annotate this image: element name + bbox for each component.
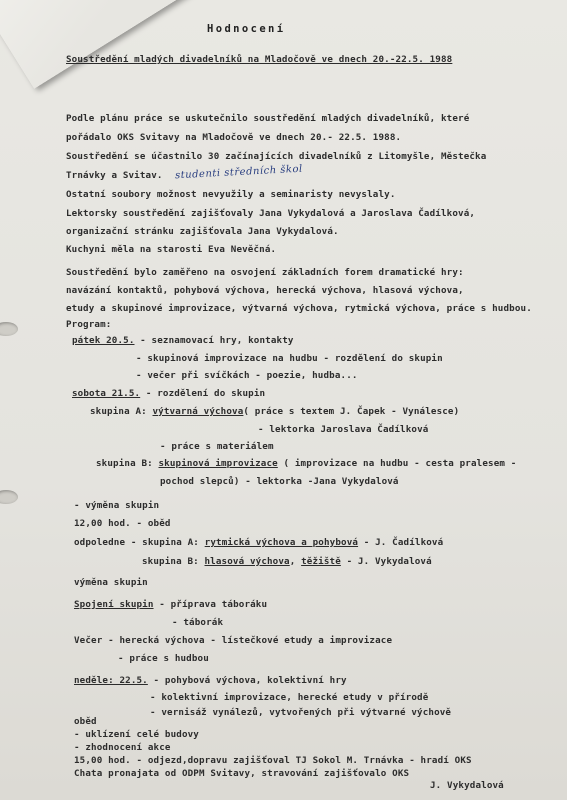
- sunday-item: - vernisáž vynálezů, vytvořených při výtvarné výchově: [150, 707, 452, 718]
- intro-line: Podle plánu práce se uskutečnilo soustředění mladých divadelníků, které: [66, 113, 470, 124]
- intro-line: Ostatní soubory možnost nevyužily a seminaristy nevyslaly.: [66, 189, 396, 200]
- punch-hole: [0, 490, 18, 504]
- group-b-prefix: skupina B:: [96, 458, 159, 469]
- afternoon-b-subject2: těžiště: [301, 556, 341, 567]
- swap-groups-2: výměna skupin: [74, 577, 148, 588]
- saturday-item: - rozdělení do skupin: [140, 388, 266, 399]
- departure-row: 15,00 hod. - odjezd,dopravu zajišťoval TJ Sokol M. Trnávka - hradí OKS: [74, 755, 472, 766]
- afternoon-b-subject: hlasová výchova: [204, 556, 290, 567]
- signature: J. Vykydalová: [430, 780, 504, 791]
- sunday-day: neděle: 22.5.: [74, 675, 148, 686]
- joint-prefix: Spojení skupin: [74, 599, 154, 610]
- afternoon-a-subject: rytmická výchova a pohybová: [204, 537, 359, 548]
- evening-row: Večer - herecká výchova - lístečkové etudy a improvizace: [74, 635, 393, 646]
- campfire-row: - táborák: [172, 617, 224, 628]
- group-b-rest: ( improvizace na hudbu - cesta pralesem -: [277, 458, 517, 469]
- sunday-item: - kolektivní improvizace, herecké etudy v přírodě: [150, 692, 429, 703]
- cleaning-row: - uklízení celé budovy: [74, 729, 199, 740]
- friday-day: pátek 20.5.: [72, 335, 135, 346]
- afternoon-prefix: odpoledne - skupina A:: [74, 537, 205, 548]
- intro-line: pořádalo OKS Svitavy na Mladočově ve dnech 20.- 22.5. 1988.: [66, 132, 402, 143]
- afternoon-b-sep: ,: [289, 556, 302, 567]
- intro-line: Soustředění se účastnilo 30 začínajících divadelníků z Litomyšle, Městečka: [66, 151, 487, 162]
- joint-row: [74, 599, 267, 610]
- focus-line: Soustředění bylo zaměřeno na osvojení základních forem dramatické hry:: [66, 267, 464, 278]
- afternoon-a-rest: - J. Čadílková: [358, 537, 444, 548]
- afternoon-row: [74, 537, 443, 548]
- group-a-prefix: skupina A:: [90, 406, 153, 417]
- afternoon-b-prefix: skupina B:: [142, 556, 205, 567]
- saturday-row: [72, 388, 265, 399]
- group-a-material: - práce s materiálem: [160, 441, 274, 452]
- evaluation-row: - zhodnocení akce: [74, 742, 171, 753]
- friday-row: [72, 335, 294, 346]
- focus-line: etudy a skupinové improvizace, výtvarná výchova, rytmická výchova, práce s hudbou.: [66, 303, 532, 314]
- focus-line: navázání kontaktů, pohybová výchova, herecká výchova, hlasová výchova,: [66, 285, 464, 296]
- friday-item: - seznamovací hry, kontakty: [134, 335, 294, 346]
- punch-hole: [0, 322, 18, 336]
- intro-line: Trnávky a Svitav.: [66, 170, 163, 181]
- afternoon-b-row: [142, 556, 432, 567]
- document-subtitle: Soustředění mladých divadelníků na Mladočově ve dnech 20.-22.5. 1988: [66, 54, 453, 65]
- afternoon-b-rest: - J. Vykydalová: [340, 556, 432, 567]
- group-a-lector: - lektorka Jaroslava Čadílková: [258, 424, 429, 435]
- music-row: - práce s hudbou: [118, 653, 209, 664]
- group-b-cont: pochod slepců) - lektorka -Jana Vykydalová: [160, 476, 399, 487]
- document-title: Hodnocení: [207, 23, 286, 35]
- sunday-item: - pohybová výchova, kolektivní hry: [147, 675, 347, 686]
- handwritten-note: studenti středních škol: [174, 163, 303, 182]
- sunday-row: [74, 675, 347, 686]
- sunday-lunch: oběd: [74, 716, 97, 727]
- intro-line: organizační stránku zajišťovala Jana Vykydalová.: [66, 226, 339, 237]
- lunch-row: 12,00 hod. - oběd: [74, 518, 171, 529]
- folded-corner: [0, 0, 204, 89]
- intro-line: Kuchyni měla na starosti Eva Nevěčná.: [66, 244, 277, 255]
- group-b-row: [96, 458, 516, 469]
- group-b-subject: skupinová improvizace: [158, 458, 278, 469]
- group-a-subject: výtvarná výchova: [152, 406, 244, 417]
- chata-row: Chata pronajata od ODPM Svitavy, stravování zajišťovalo OKS: [74, 768, 410, 779]
- swap-groups: - výměna skupin: [74, 500, 160, 511]
- group-a-row: [90, 406, 459, 417]
- program-label: Program:: [66, 319, 112, 330]
- friday-item: - večer při svíčkách - poezie, hudba...: [136, 370, 358, 381]
- friday-item: - skupinová improvizace na hudbu - rozdělení do skupin: [136, 353, 443, 364]
- intro-line: Lektorsky soustředění zajišťovaly Jana Vykydalová a Jaroslava Čadílková,: [66, 208, 476, 219]
- joint-rest: - příprava táboráku: [153, 599, 268, 610]
- group-a-rest: ( práce s textem J. Čapek - Vynálesce): [243, 406, 460, 417]
- saturday-day: sobota 21.5.: [72, 388, 141, 399]
